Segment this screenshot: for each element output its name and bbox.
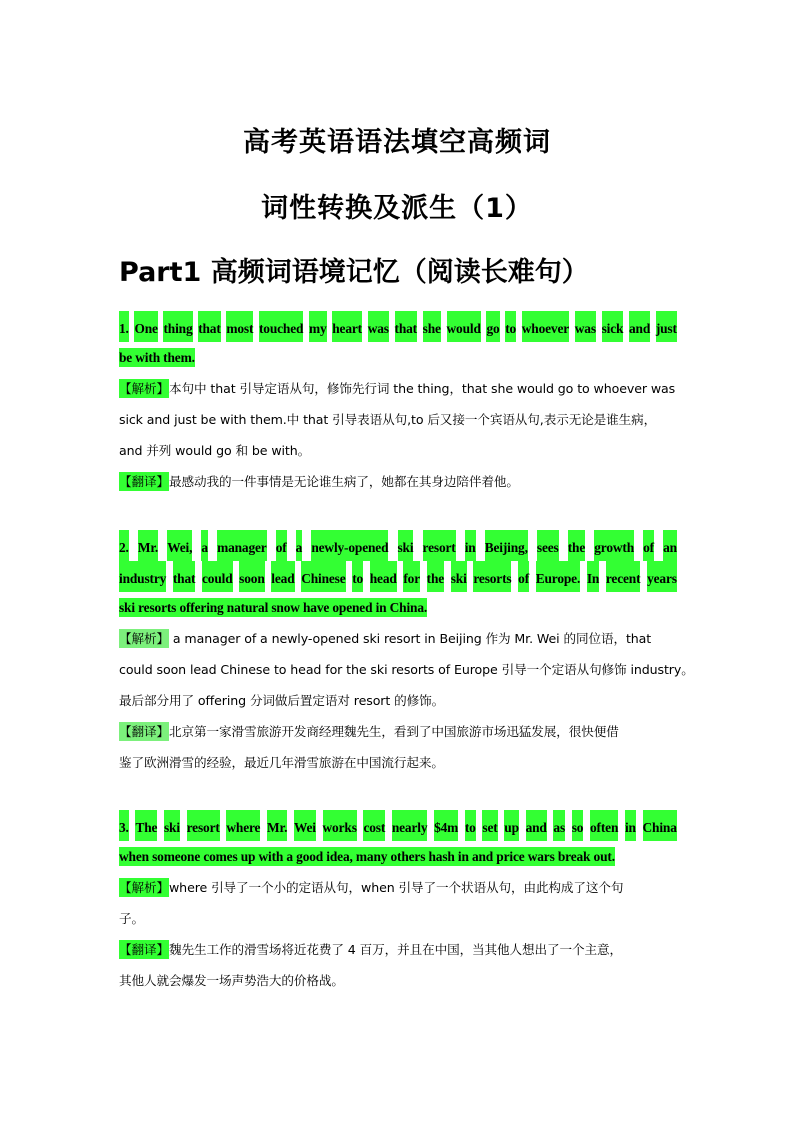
english-word: sees	[537, 530, 559, 561]
english-word: most	[226, 311, 253, 342]
english-word: thing	[163, 311, 192, 342]
english-word: in	[465, 530, 476, 561]
translation-tag: 【翻译】	[119, 724, 169, 739]
english-word: growth	[594, 530, 634, 561]
english-word: Mr.	[138, 530, 158, 561]
analysis-line: could soon lead Chinese to head for the ski resorts of Europe 引导一个定语从句修饰 industry。	[119, 662, 694, 677]
part-heading: Part1 高频词语境记忆（阅读长难句）	[119, 257, 589, 288]
english-word: Wei,	[167, 530, 192, 561]
english-word: in	[625, 810, 636, 841]
english-word: recent	[606, 561, 641, 592]
english-word: head	[370, 561, 397, 592]
analysis-line: 【解析】 a manager of a newly-opened ski resort in Beijing 作为 Mr. Wei 的同位语，that	[119, 631, 652, 646]
english-line	[119, 311, 677, 342]
english-word: was	[368, 311, 389, 342]
english-word: 2.	[119, 530, 129, 561]
english-word: resort	[423, 530, 456, 561]
english-line: be with them.	[119, 350, 195, 365]
english-word: a	[296, 530, 303, 561]
english-word: industry	[119, 561, 166, 592]
english-line	[119, 810, 677, 841]
analysis-tag: 【解析】	[119, 631, 169, 646]
english-word: 1.	[119, 311, 129, 342]
translation-line: 【翻译】魏先生工作的滑雪场将近花费了 4 百万，并且在中国，当其他人想出了一个主意，	[119, 942, 622, 957]
english-word: for	[403, 561, 420, 592]
english-word: could	[202, 561, 233, 592]
english-word: would	[447, 311, 481, 342]
english-word: so	[572, 810, 584, 841]
translation-line: 【翻译】最感动我的一件事情是无论谁生病了，她都在其身边陪伴着他。	[119, 474, 519, 489]
translation-tag: 【翻译】	[119, 942, 169, 957]
english-word: Europe.	[536, 561, 580, 592]
english-line	[119, 530, 677, 561]
translation-line: 【翻译】北京第一家滑雪旅游开发商经理魏先生，看到了中国旅游市场迅猛发展，很快便借	[119, 724, 619, 739]
english-word: set	[482, 810, 497, 841]
english-word: and	[629, 311, 650, 342]
english-word: Mr.	[267, 810, 287, 841]
english-word: years	[647, 561, 677, 592]
page-title: 高考英语语法填空高频词	[243, 127, 551, 158]
analysis-line: sick and just be with them.中 that 引导表语从句,to 后又接一个宾语从句,表示无论是谁生病，	[119, 412, 657, 427]
english-word: to	[505, 311, 516, 342]
page-subtitle: 词性转换及派生（1）	[261, 193, 533, 224]
english-word: a	[201, 530, 208, 561]
english-word: One	[134, 311, 157, 342]
sentence-item-1	[119, 311, 677, 497]
english-word: to	[352, 561, 363, 592]
english-word: works	[323, 810, 357, 841]
english-word: of	[518, 561, 529, 592]
english-word: Chinese	[301, 561, 345, 592]
english-word: whoever	[522, 311, 569, 342]
analysis-line: 【解析】where 引导了一个小的定语从句，when 引导了一个状语从句，由此构成了这个句	[119, 880, 624, 895]
english-word: 3.	[119, 810, 129, 841]
analysis-line: 最后部分用了 offering 分词做后置定语对 resort 的修饰。	[119, 693, 445, 708]
english-word: an	[663, 530, 677, 561]
english-word: of	[276, 530, 287, 561]
english-word: and	[526, 810, 547, 841]
english-word: lead	[271, 561, 294, 592]
english-word: the	[568, 530, 585, 561]
english-word: The	[135, 810, 157, 841]
english-word: $4m	[434, 810, 458, 841]
english-word: cost	[363, 810, 385, 841]
english-word: heart	[332, 311, 362, 342]
english-word: ski	[398, 530, 414, 561]
english-word: was	[575, 311, 596, 342]
translation-line: 其他人就会爆发一场声势浩大的价格战。	[119, 973, 344, 988]
analysis-line: and 并列 would go 和 be with。	[119, 443, 311, 458]
english-word: nearly	[392, 810, 428, 841]
analysis-tag: 【解析】	[119, 880, 169, 895]
english-line	[119, 561, 677, 592]
analysis-line: 子。	[119, 911, 144, 926]
english-word: the	[427, 561, 444, 592]
english-word: that	[395, 311, 417, 342]
english-word: she	[423, 311, 441, 342]
english-word: resorts	[473, 561, 511, 592]
english-word: Beijing,	[485, 530, 528, 561]
translation-tag: 【翻译】	[119, 474, 169, 489]
english-word: ski	[451, 561, 467, 592]
english-word: China	[643, 810, 677, 841]
english-word: ski	[164, 810, 180, 841]
english-word: where	[226, 810, 260, 841]
english-word: manager	[217, 530, 267, 561]
english-word: as	[553, 810, 565, 841]
english-word: touched	[259, 311, 303, 342]
analysis-tag: 【解析】	[119, 381, 169, 396]
english-word: Wei	[294, 810, 316, 841]
english-line: ski resorts offering natural snow have opened in China.	[119, 600, 428, 615]
translation-line: 鉴了欧洲滑雪的经验，最近几年滑雪旅游在中国流行起来。	[119, 755, 444, 770]
english-word: that	[198, 311, 220, 342]
english-word: often	[590, 810, 618, 841]
english-word: soon	[239, 561, 264, 592]
english-word: to	[465, 810, 476, 841]
analysis-line: 【解析】本句中 that 引导定语从句，修饰先行词 the thing，that she would go to whoever was	[119, 381, 676, 396]
english-word: that	[173, 561, 195, 592]
english-word: of	[643, 530, 654, 561]
english-word: my	[309, 311, 327, 342]
english-word: sick	[602, 311, 624, 342]
sentence-item-3	[119, 810, 677, 996]
english-word: just	[656, 311, 677, 342]
english-word: In	[587, 561, 599, 592]
english-line: when someone comes up with a good idea, many others hash in and price wars break out.	[119, 849, 615, 864]
english-word: up	[504, 810, 519, 841]
sentence-item-2	[119, 530, 694, 778]
english-word: resort	[187, 810, 220, 841]
english-word: go	[486, 311, 499, 342]
english-word: newly-opened	[311, 530, 388, 561]
